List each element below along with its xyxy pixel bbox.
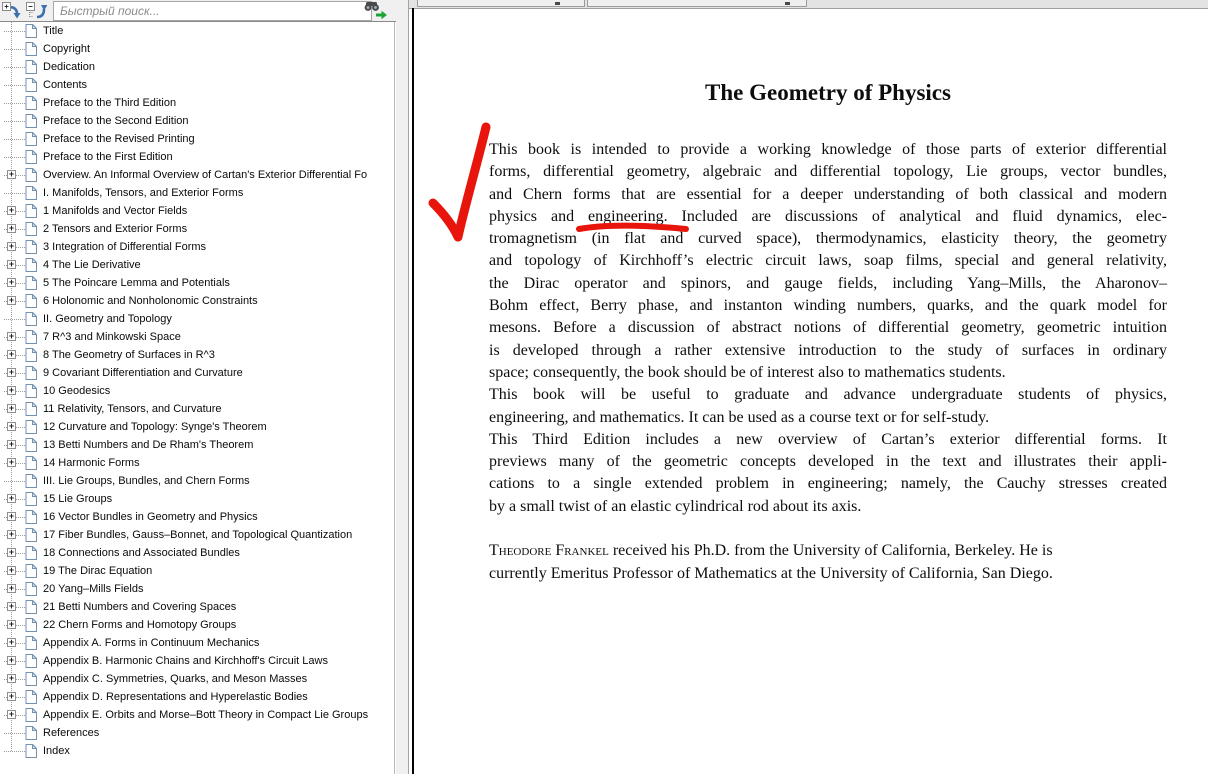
- bookmark-label: 2 Tensors and Exterior Forms: [43, 223, 188, 235]
- bookmark-item[interactable]: [0, 400, 394, 418]
- text-line: the Dirac operator and spinors, and gauge fields, including Yang–Mills, the Aharonov–: [489, 274, 1167, 292]
- tree-connector: [4, 319, 25, 320]
- page-icon: [25, 186, 37, 205]
- text-line: Bohm effect, Berry phase, and instanton winding numbers, quarks, and the quark model for: [489, 297, 1167, 315]
- bookmark-label: 6 Holonomic and Nonholonomic Constraints: [43, 295, 258, 307]
- bookmark-label: 19 The Dirac Equation: [43, 565, 153, 577]
- tree-connector: [4, 481, 25, 482]
- bookmark-item[interactable]: [0, 130, 394, 148]
- bookmark-item[interactable]: [0, 256, 394, 274]
- bookmark-label: Preface to the Second Edition: [43, 115, 189, 127]
- expand-plus-icon[interactable]: +: [8, 565, 15, 575]
- page-icon: [25, 222, 37, 241]
- text-line: space; consequently, the book should be of interest also to mathematics students.: [489, 363, 1006, 381]
- bookmark-item[interactable]: [0, 58, 394, 76]
- page-icon: [25, 618, 37, 637]
- page-icon: [25, 672, 37, 691]
- bookmark-item[interactable]: [0, 634, 394, 652]
- bookmark-item[interactable]: [0, 382, 394, 400]
- expand-plus-icon[interactable]: +: [8, 349, 15, 359]
- page-icon: [25, 402, 37, 421]
- quick-search-input[interactable]: [53, 1, 372, 21]
- page-icon: [25, 384, 37, 403]
- expand-plus-icon[interactable]: +: [8, 259, 15, 269]
- bookmark-item[interactable]: [0, 724, 394, 742]
- bookmark-label: Index: [43, 745, 70, 757]
- expand-plus-icon[interactable]: +: [8, 529, 15, 539]
- tree-connector: [4, 85, 25, 86]
- text-line: cations to a single extended problem in engineering; namely, the Cauchy stresses created: [489, 475, 1167, 493]
- bookmark-label: 7 R^3 and Minkowski Space: [43, 331, 181, 343]
- bookmark-item[interactable]: [0, 220, 394, 238]
- bookmark-item[interactable]: [0, 112, 394, 130]
- bookmark-item[interactable]: [0, 580, 394, 598]
- bookmark-item[interactable]: [0, 94, 394, 112]
- expand-plus-icon[interactable]: +: [8, 241, 15, 251]
- tree-connector: [4, 49, 25, 50]
- bookmark-item[interactable]: [0, 706, 394, 724]
- expand-plus-icon[interactable]: +: [8, 367, 15, 377]
- text-line: physics and engineering. Included are discussions of analytical and fluid dynamics, elec-: [489, 207, 1167, 225]
- page-icon: [25, 456, 37, 475]
- page-icon: [25, 744, 37, 763]
- page-icon: [25, 348, 37, 367]
- combobox-arrow-icon[interactable]: [785, 2, 790, 5]
- tree-connector: [4, 193, 25, 194]
- text-line: and topology of Kirchhoff’s electric circuit laws, soap films, special and general relativity,: [489, 252, 1167, 270]
- page-icon: [25, 204, 37, 223]
- page-icon: [25, 294, 37, 313]
- page-icon: [25, 636, 37, 655]
- bookmark-label: 4 The Lie Derivative: [43, 259, 141, 271]
- expand-plus-icon[interactable]: +: [8, 655, 15, 665]
- expand-plus-icon[interactable]: +: [8, 619, 15, 629]
- bookmark-label: References: [43, 727, 100, 739]
- expand-plus-icon[interactable]: +: [8, 331, 15, 341]
- expand-plus-icon[interactable]: +: [8, 601, 15, 611]
- expand-plus-icon[interactable]: +: [8, 673, 15, 683]
- bookmark-item[interactable]: [0, 274, 394, 292]
- page-icon: [25, 528, 37, 547]
- bookmark-label: Appendix A. Forms in Continuum Mechanics: [43, 637, 260, 649]
- bookmark-item[interactable]: [0, 22, 394, 40]
- text-line: previews many of the geometric concepts developed in the text and illustrates their appli-: [489, 453, 1167, 471]
- page-icon: [25, 132, 37, 151]
- bookmark-label: 1 Manifolds and Vector Fields: [43, 205, 188, 217]
- page-icon: [25, 258, 37, 277]
- bookmark-label: Preface to the Third Edition: [43, 97, 177, 109]
- author-name: Theodore Frankel: [489, 542, 609, 559]
- page-icon: [25, 60, 37, 79]
- bookmark-label: 15 Lie Groups: [43, 493, 113, 505]
- page-icon: [25, 690, 37, 709]
- bookmark-label: 17 Fiber Bundles, Gauss–Bonnet, and Topological Quantization: [43, 529, 353, 541]
- bookmarks-toolbar: [0, 0, 396, 22]
- page-icon: [25, 366, 37, 385]
- bookmark-item[interactable]: [0, 454, 394, 472]
- tree-connector: [4, 121, 25, 122]
- page-icon: [25, 312, 37, 331]
- page-icon: [25, 150, 37, 169]
- bookmark-label: Appendix E. Orbits and Morse–Bott Theory in Compact Lie Groups: [43, 709, 369, 721]
- page-icon: [25, 276, 37, 295]
- expand-plus-icon[interactable]: +: [8, 385, 15, 395]
- expand-plus-icon[interactable]: +: [8, 403, 15, 413]
- bookmark-label: Appendix B. Harmonic Chains and Kirchhoff's Circuit Laws: [43, 655, 328, 667]
- bookmark-label: Preface to the First Edition: [43, 151, 173, 163]
- bookmark-label: 20 Yang–Mills Fields: [43, 583, 144, 595]
- bookmark-label: 5 The Poincare Lemma and Potentials: [43, 277, 230, 289]
- page-icon: [25, 330, 37, 349]
- bookmark-label: 10 Geodesics: [43, 385, 111, 397]
- bookmark-label: II. Geometry and Topology: [43, 313, 172, 325]
- expand-plus-icon[interactable]: +: [8, 205, 15, 215]
- bookmark-item[interactable]: [0, 418, 394, 436]
- bookmark-item[interactable]: [0, 346, 394, 364]
- bookmark-item[interactable]: [0, 310, 394, 328]
- bookmark-label: 13 Betti Numbers and De Rham's Theorem: [43, 439, 254, 451]
- author-text: received his Ph.D. from the University of California, Berkeley. He is: [608, 542, 1053, 559]
- page-icon: [25, 96, 37, 115]
- main-toolbar-cutoff: [409, 0, 1208, 9]
- bookmark-item[interactable]: [0, 490, 394, 508]
- tree-connector: [4, 157, 25, 158]
- bookmark-item[interactable]: [0, 562, 394, 580]
- bookmark-item[interactable]: [0, 670, 394, 688]
- page-icon: [25, 510, 37, 529]
- bookmark-item[interactable]: [0, 364, 394, 382]
- author-paragraph: [489, 540, 1167, 585]
- paragraph: [489, 429, 1167, 518]
- page-icon: [25, 240, 37, 259]
- expand-plus-icon[interactable]: +: [8, 709, 15, 719]
- text-line: This book will be useful to graduate and advance undergraduate students of physics,: [489, 386, 1167, 404]
- tree-connector: [4, 103, 25, 104]
- expand-plus-icon[interactable]: +: [8, 457, 15, 467]
- bookmark-label: 22 Chern Forms and Homotopy Groups: [43, 619, 237, 631]
- expand-plus-icon[interactable]: +: [8, 439, 15, 449]
- bookmark-label: 3 Integration of Differential Forms: [43, 241, 207, 253]
- text-line: engineering, and mathematics. It can be used as a course text or for self-study.: [489, 408, 990, 426]
- page-icon: [25, 546, 37, 565]
- bookmark-item[interactable]: [0, 328, 394, 346]
- bookmark-label: 16 Vector Bundles in Geometry and Physics: [43, 511, 258, 523]
- author-text-line2: currently Emeritus Professor of Mathematics at the University of California, San Diego.: [489, 564, 1053, 582]
- bookmark-label: 21 Betti Numbers and Covering Spaces: [43, 601, 237, 613]
- expand-plus-icon[interactable]: +: [8, 637, 15, 647]
- bookmark-item[interactable]: [0, 544, 394, 562]
- bookmark-label: Preface to the Revised Printing: [43, 133, 195, 145]
- bookmark-item[interactable]: [0, 436, 394, 454]
- bookmark-item[interactable]: [0, 238, 394, 256]
- bookmark-item[interactable]: [0, 76, 394, 94]
- expand-plus-icon[interactable]: +: [8, 421, 15, 431]
- expand-plus-icon[interactable]: +: [8, 511, 15, 521]
- tree-connector: [4, 31, 25, 32]
- bookmark-item[interactable]: [0, 40, 394, 58]
- page-icon: [25, 564, 37, 583]
- expand-plus-icon[interactable]: +: [8, 583, 15, 593]
- expand-plus-icon[interactable]: +: [8, 691, 15, 701]
- text-line: mesons. Before a discussion of abstract notions of differential geometry, geometric intuition: [489, 319, 1167, 337]
- bookmark-item[interactable]: [0, 508, 394, 526]
- expand-plus-icon[interactable]: +: [8, 295, 15, 305]
- bookmark-label: Dedication: [43, 61, 95, 73]
- page-icon: [25, 420, 37, 439]
- bookmark-item[interactable]: [0, 742, 394, 760]
- document-title: The Geometry of Physics: [705, 80, 951, 105]
- bookmark-item[interactable]: [0, 526, 394, 544]
- text-line: forms, differential geometry, algebraic and differential topology, Lie groups, vector bundles,: [489, 163, 1167, 181]
- expand-plus-icon[interactable]: +: [8, 169, 15, 179]
- text-line: and Chern forms that are essential for a deeper understanding of both classical and modern: [489, 185, 1167, 203]
- paragraph: [489, 139, 1167, 384]
- page-icon: [25, 24, 37, 43]
- page-icon: [25, 492, 37, 511]
- bookmark-item[interactable]: [0, 166, 394, 184]
- bookmark-item[interactable]: [0, 202, 394, 220]
- page-icon: [25, 78, 37, 97]
- tree-connector: [4, 139, 25, 140]
- text-line: is developed through a rather extensive introduction to the study of surfaces in ordinary: [489, 341, 1167, 359]
- page-icon: [25, 438, 37, 457]
- bookmarks-panel[interactable]: [0, 22, 395, 774]
- text-line: This book is intended to provide a working knowledge of those parts of exterior differential: [489, 141, 1167, 158]
- bookmark-label: 14 Harmonic Forms: [43, 457, 140, 469]
- bookmark-label: 11 Relativity, Tensors, and Curvature: [43, 403, 222, 415]
- paragraph: [489, 384, 1167, 429]
- page-icon: [25, 474, 37, 493]
- document-pane: [409, 0, 1208, 774]
- tree-connector: [4, 751, 25, 752]
- page-icon: [25, 168, 37, 187]
- page-left-border: [412, 8, 414, 774]
- bookmark-label: 12 Curvature and Topology: Synge's Theorem: [43, 421, 267, 433]
- page-icon: [25, 114, 37, 133]
- bookmark-item[interactable]: [0, 472, 394, 490]
- bookmark-label: Overview. An Informal Overview of Cartan's Exterior Differential Fo: [43, 169, 368, 181]
- tree-connector: [4, 733, 25, 734]
- document-body: [489, 139, 1167, 518]
- bookmark-label: 9 Covariant Differentiation and Curvature: [43, 367, 243, 379]
- bookmark-item[interactable]: [0, 652, 394, 670]
- bookmark-label: I. Manifolds, Tensors, and Exterior Forms: [43, 187, 244, 199]
- bookmark-label: Appendix D. Representations and Hyperelastic Bodies: [43, 691, 308, 703]
- bookmark-item[interactable]: [0, 688, 394, 706]
- toolbar-combobox[interactable]: [587, 0, 807, 7]
- bookmark-item[interactable]: [0, 598, 394, 616]
- binoculars-search-icon[interactable]: [362, 1, 388, 20]
- page-icon: [25, 600, 37, 619]
- expand-all-icon[interactable]: [1, 1, 23, 20]
- expand-plus-icon[interactable]: +: [8, 493, 15, 503]
- bookmark-label: Title: [43, 25, 64, 37]
- bookmark-label: 18 Connections and Associated Bundles: [43, 547, 240, 559]
- expand-plus-icon[interactable]: +: [8, 547, 15, 557]
- bookmark-item[interactable]: [0, 616, 394, 634]
- bookmark-item[interactable]: [0, 148, 394, 166]
- page-icon: [25, 654, 37, 673]
- tree-connector: [4, 67, 25, 68]
- bookmark-label: 8 The Geometry of Surfaces in R^3: [43, 349, 215, 361]
- text-line: This Third Edition includes a new overview of Cartan’s exterior differential forms. It: [489, 430, 1167, 448]
- collapse-all-icon[interactable]: [25, 1, 47, 20]
- bookmark-label: Contents: [43, 79, 88, 91]
- bookmark-label: III. Lie Groups, Bundles, and Chern Forms: [43, 475, 250, 487]
- combobox-arrow-icon[interactable]: [555, 2, 560, 5]
- pane-splitter[interactable]: [396, 0, 409, 774]
- bookmark-label: Copyright: [43, 43, 91, 55]
- expand-plus-icon[interactable]: +: [8, 223, 15, 233]
- page-icon: [25, 726, 37, 745]
- bookmark-item[interactable]: [0, 184, 394, 202]
- page-icon: [25, 582, 37, 601]
- text-line: tromagnetism (in flat and curved space), thermodynamics, elasticity theory, the geometry: [489, 230, 1167, 248]
- bookmark-label: Appendix C. Symmetries, Quarks, and Meson Masses: [43, 673, 308, 685]
- expand-plus-icon[interactable]: +: [8, 277, 15, 287]
- bookmark-item[interactable]: [0, 292, 394, 310]
- page-icon: [25, 42, 37, 61]
- page-icon: [25, 708, 37, 727]
- text-line: by a small twist of an elastic cylindrical rod about its axis.: [489, 497, 862, 515]
